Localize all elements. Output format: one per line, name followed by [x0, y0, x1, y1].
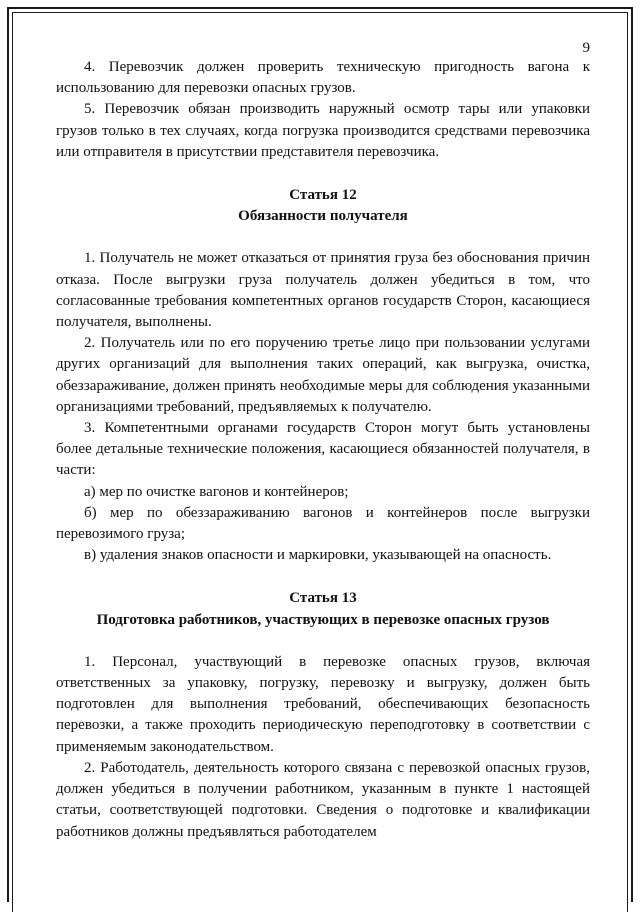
paragraph: 4. Перевозчик должен проверить техническую пригодность вагона к использованию для перевозки опасных грузов. — [56, 59, 590, 97]
paragraph: 2. Получатель или по его поручению третье лицо при пользовании услугами других организаций для выполнения таких операций, как выгрузка, очистка, обеззараживание, должен принять необходимые меры для соблюдения указанными организациями требований, предъявляемых к получателю. — [56, 335, 590, 415]
document-page — [56, 38, 590, 843]
article-13-title: Подготовка работников, участвующих в перевозке опасных грузов — [96, 611, 550, 628]
article-12-number: Статья 12 — [289, 187, 357, 204]
article-13-number: Статья 13 — [289, 590, 357, 607]
paragraph: 3. Компетентными органами государств Сторон могут быть установлены более детальные технические положения, касающиеся обязанностей получателя, в части: — [56, 420, 590, 479]
paragraph: 2. Работодатель, деятельность которого связана с перевозкой опасных грузов, должен убедиться в получении работником, указанным в пункте 1 настоящей статьи, соответствующей подготовки. Сведения о подготовке и квалификации работников должны предъявляться работодателем — [56, 759, 590, 840]
page-number: 9 — [582, 40, 590, 56]
list-item: б) мер по обеззараживанию вагонов и контейнеров после выгрузки перевозимого груза; — [56, 504, 590, 543]
paragraph: 5. Перевозчик обязан производить наружный осмотр тары или упаковки грузов только в тех случаях, когда погрузка производится средствами перевозчика или отправителя в присутствии представителя перевозчика. — [56, 101, 590, 160]
list-item: а) мер по очистке вагонов и контейнеров; — [84, 483, 349, 500]
paragraph: 1. Получатель не может отказаться от принятия груза без обоснования причин отказа. После выгрузки груза получатель должен убедиться в том, что согласованные требования компетентных органов государств Сторон, касающиеся получателя, выполнены. — [56, 250, 590, 331]
article-12-title: Обязанности получателя — [238, 208, 408, 225]
paragraph: 1. Персонал, участвующий в перевозке опасных грузов, включая ответственных за упаковку, погрузку, перевозку и выгрузку, должен быть подготовлен для выполнения требований, обеспечивающих безопасность перевозки, а также проходить периодическую переподготовку в соответствии с применяемым законодательством. — [56, 653, 590, 755]
list-item: в) удаления знаков опасности и маркировки, указывающей на опасность. — [84, 547, 552, 564]
